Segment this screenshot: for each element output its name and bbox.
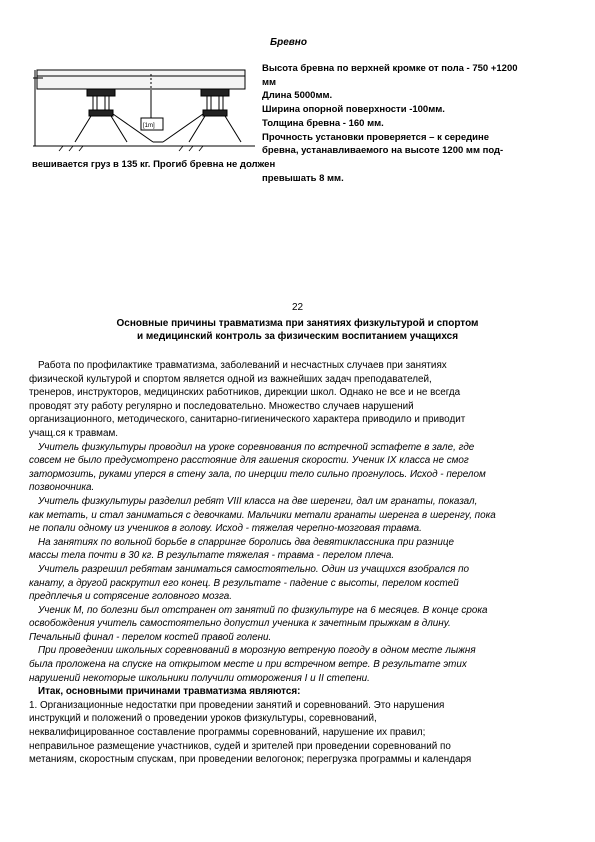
text-line: затормозить, руками уперся в стену зала, по инерции тело сильно прогнулось. Исход - перелом [29,468,486,480]
text-line: На занятиях по вольной борьбе в спарринге боролись два девятиклассника при разнице [38,536,454,548]
text-line: инструкций и положений о проведении уроков физкультуры, соревнований, [29,713,377,725]
right-support-cap [201,89,229,96]
spec-line: вешивается груз в 135 кг. Прогиб бревна не должен [32,158,276,170]
paragraph-case-wrestling [29,536,578,563]
body-text [29,359,578,767]
section-heading [40,317,555,343]
paragraph-case-rope [29,563,578,604]
text-line: совсем не было предусмотрено расстояние для гашения скорости. Ученик IX класса не смог [29,455,469,467]
spec-line: Толщина бревна - 160 мм. [262,117,384,129]
text-line: массы тела почти в 30 кг. В результате тяжелая - травма - перелом плеча. [29,550,395,562]
balance-beam-diagram [33,56,258,156]
text-line: неквалифицированное составление программы соревнований, нарушение их правил; [29,727,426,739]
apparatus-title: Бревно [270,37,307,48]
spec-line: Прочность установки проверяется – к середине [262,131,490,143]
page-number: 22 [292,302,304,313]
text-line: тренеров, инструкторов, медицинских работников, дирекции школ. Однако не все и не всегда [29,387,461,399]
paragraph-case-relay [29,441,578,495]
text-line: предплечья и сотрясение головного мозга. [29,591,232,603]
text-line: Ученик М, по болезни был отстранен от занятий по физкультуре на 6 месяцев. В конце срока [38,604,488,616]
text-line: Учитель физкультуры проводил на уроке соревнования по встречной эстафете в зале, где [38,441,475,453]
text-line: не попали одному из учеников в голову. Исход - тяжелая черепно-мозговая травма. [29,523,422,535]
beam-body [37,70,245,89]
text-line: канату, а другой раскрутил его конец. В результате - падение с высоты, перелом костей [29,577,459,589]
left-support-cap [87,89,115,96]
spec-line: превышать 8 мм. [262,172,344,184]
spec-line: Ширина опорной поверхности -100мм. [262,104,445,116]
text-line: Работа по профилактике травматизма, заболеваний и несчастных случаев при занятиях [38,360,447,371]
paragraph-case-skiing [29,644,578,685]
paragraph-case-grenades [29,495,578,536]
text-line: При проведении школьных соревнований в морозную ветреную погоду в одном месте лыжня [38,645,476,657]
text-line: организационного, методического, санитарно-гигиенического характера приводило и приводит [29,414,466,426]
text-line: была проложена на спуске на открытом месте и при встречном ветре. В результате этих [29,659,467,671]
text-line: позвоночника. [29,482,95,494]
paragraph-summary [29,685,578,699]
text-line: учащ.ся к травмам. [29,427,118,439]
text-line: неправильное размещение участников, судей и зрителей при проведении соревнований по [29,740,451,752]
spec-line: Высота бревна по верхней кромке от пола - 750 +1200 [262,63,518,74]
text-line: Печальный финал - перелом костей правой голени. [29,631,272,643]
text-line: проводят эту работу регулярно и последовательно. Множество случаев нарушений [29,400,414,412]
text-line: метаниям, скоростным спускам, при проведении велогонок; перегрузка программы и календаря [29,754,472,766]
text-line: освобождения учитель самостоятельно допустил ученика к зачетным прыжкам в длину. [29,618,451,630]
text-line: Итак, основными причинами травматизма являются: [38,686,301,698]
text-line: физической культурой и спортом является одной из важнейших задач преподавателей, [29,373,432,385]
paragraph-intro [29,359,578,441]
spec-line: мм [262,76,277,88]
text-line: как метать, и стал заниматься с девочками. Мальчики метали гранаты шеренга в шеренгу, пока [29,509,496,521]
weight-label: [1m] [143,123,155,129]
paragraph-case-jumps [29,604,578,645]
paragraph-cause-1 [29,699,578,767]
text-line: Учитель разрешил ребятам заниматься самостоятельно. Один из учащихся взобрался по [38,563,470,575]
heading-line: и медицинский контроль за физическим воспитанием учащихся [136,331,459,342]
text-line: Учитель физкультуры разделил ребят VIII класса на две шеренги, дал им гранаты, показал, [38,495,478,507]
spec-line: бревна, устанавливаемого на высоте 1200 мм под- [262,145,504,157]
heading-line: Основные причины травматизма при занятиях физкультурой и спортом [116,318,479,329]
text-line: 1. Организационные недостатки при проведении занятий и соревнований. Это нарушения [29,699,445,711]
spec-line: Длина 5000мм. [262,90,333,102]
text-line: нарушений некоторые школьники получили отморожения I и II степени. [29,672,370,684]
